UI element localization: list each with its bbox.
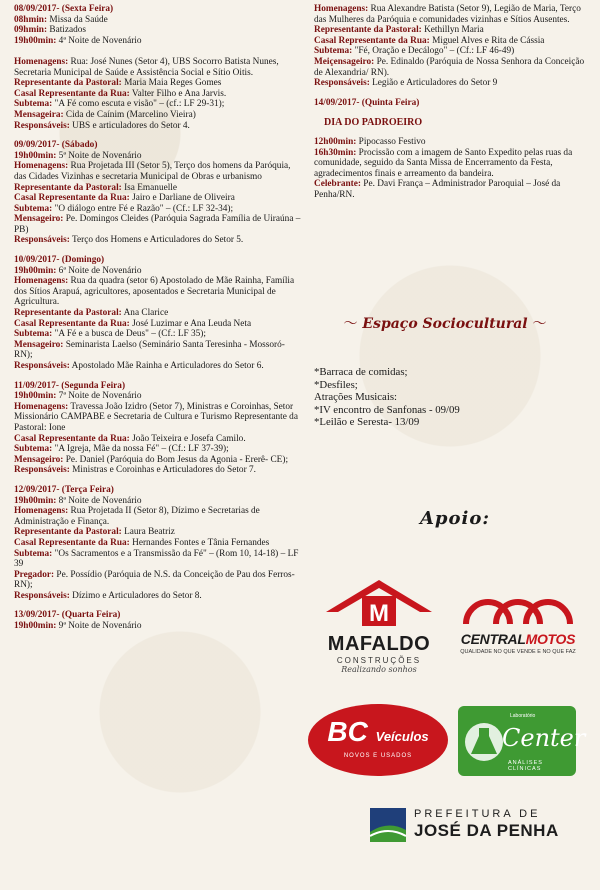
entry-key: 19h00min: — [14, 150, 57, 161]
entry-value: João Teixeira e Josefa Camilo. — [129, 433, 246, 444]
entry-value: José Luzimar e Ana Leuda Neta — [129, 318, 252, 329]
entry-value: Laura Beatriz — [121, 527, 175, 538]
entry-line — [14, 151, 302, 162]
entry-value: 7ª Noite de Novenário — [56, 391, 142, 402]
mafaldo-name: MAFALDO — [327, 633, 431, 655]
entry-line — [314, 179, 590, 200]
entry-line — [314, 46, 590, 57]
entry-line — [14, 89, 302, 100]
socio-list — [314, 366, 574, 429]
espaco-title-text: Espaço Sociocultural — [362, 316, 528, 332]
entry-key: Representante da Pastoral: — [14, 527, 122, 538]
center-name: Center — [502, 724, 586, 752]
entry-value: Pe. Edinaldo (Paróquia de Nossa Senhora da Conceição de Alexandria/ RN). — [314, 56, 585, 78]
socio-item: *Desfiles; — [314, 378, 358, 391]
entry-line — [14, 308, 302, 319]
entry-line — [14, 527, 302, 538]
entry-line — [14, 214, 302, 235]
entry-line — [14, 591, 302, 602]
entry-value: 6ª Noite de Novenário — [56, 265, 142, 276]
entry-line — [14, 25, 302, 36]
center-sub: ANÁLISES CLÍNICAS — [508, 760, 543, 772]
entry-line — [14, 329, 302, 340]
central-motos-logo — [448, 596, 588, 666]
entry-key: Celebrante: — [314, 179, 361, 190]
entry-line — [14, 46, 302, 57]
entry-line — [14, 78, 302, 89]
entry-value: "Fé, Oração e Decálogo" – (Cf.: LF 46-49) — [352, 46, 515, 57]
entry-line — [14, 319, 302, 330]
entry-line — [14, 621, 302, 632]
entry-value: Rua Projetada II (Setor 8), Dízimo e Secretarias de Administração e Finança. — [14, 506, 260, 527]
entry-key: 16h30min: — [314, 147, 357, 158]
bc-name — [308, 718, 448, 751]
entry-value: 8ª Noite de Novenário — [56, 495, 142, 506]
entry-line — [14, 340, 302, 361]
apoio-title: Apoio: — [419, 508, 491, 529]
entry-line — [14, 455, 302, 466]
socio-item: *Barraca de comidas; — [314, 366, 408, 378]
entry-value: Rua da quadra (setor 6) Apostolado de Mãe Rainha, Família dos Sítios Arapuá, agricultores, aposentados e Secretaria Municipal de Agricultura. — [14, 276, 295, 308]
entry-value: Jairo e Darliane de Oliveira — [129, 193, 235, 204]
entry-key: Meiçensageiro: — [314, 56, 375, 67]
entry-key: Subtema: — [14, 548, 53, 559]
entry-value: Hernandes Fontes e Tânia Fernandes — [129, 537, 270, 548]
entry-line — [14, 235, 302, 246]
entry-key: Responsáveis: — [14, 235, 70, 246]
entry-key: 19h00min: — [14, 265, 57, 276]
socio-item: *IV encontro de Sanfonas - 09/09 — [314, 403, 460, 416]
right-column — [314, 4, 590, 201]
entry-line — [314, 78, 590, 89]
schedule-entry — [14, 381, 302, 476]
central-motos-name — [448, 631, 588, 647]
entry-value: Isa Emanuelle — [121, 182, 178, 193]
entry-value: Ana Clarice — [121, 308, 169, 319]
entry-key: Casal Representante da Rua: — [14, 537, 130, 548]
entry-value: Ministras e Coroinhas e Articuladores do Setor 7. — [69, 465, 256, 476]
entry-line — [14, 549, 302, 570]
entry-date: 08/09/2017- (Sexta Feira) — [14, 4, 114, 14]
entry-value: Seminarista Laelso (Seminário Santa Teresinha - Mossoró- RN); — [14, 339, 285, 361]
entry-value: Pe. Possídio (Paróquia de N.S. da Conceição de Pau dos Ferros- RN); — [14, 569, 295, 591]
entry-line — [14, 391, 302, 402]
entry-key: Subtema: — [14, 444, 53, 455]
mafaldo-tagline: Realizando sonhos — [341, 665, 417, 674]
right-top-entry — [314, 4, 590, 89]
entry-line — [14, 465, 302, 476]
entry-value: "O diálogo entre Fé e Razão" – (Cf.: LF 32-34); — [52, 203, 234, 214]
entry-line — [14, 276, 302, 308]
entry-key: Responsáveis: — [14, 120, 70, 131]
entry-value: Procissão com a imagem de Santo Expedito pelas ruas da comunidade, seguido da Santa Missa de Encerramento da Festa, agradecimentos finais e arreamento da bandeira. — [314, 147, 573, 179]
entry-line — [14, 538, 302, 549]
entry-key: 09hmin: — [14, 25, 48, 36]
entry-value: Miguel Alves e Rita de Cássia — [429, 35, 545, 46]
flask-icon — [462, 706, 506, 776]
entry-key: Homenagens: — [14, 506, 69, 517]
entry-line — [314, 36, 590, 47]
entry-value: "A Igreja, Mãe da nossa Fé" – (Cf.: LF 37-39); — [52, 444, 229, 455]
entry-line — [14, 444, 302, 455]
entry-key: Casal Representante da Rua: — [314, 35, 430, 46]
entry-value: Batizados — [47, 25, 87, 36]
entry-key: Homenagens: — [14, 56, 69, 67]
entry-value: 9ª Noite de Novenário — [56, 621, 142, 632]
schedule-entry — [14, 255, 302, 372]
central-motos-rings-icon — [448, 596, 588, 626]
entry-date: 10/09/2017- (Domingo) — [14, 255, 105, 266]
espaco-sociocultural-title — [330, 313, 560, 333]
entry-value: Rua Alexandre Batista (Setor 9), Legião de Maria, Terço das Mulheres da Paróquia e comunidades vizinhas e Sítios Ausentes. — [314, 4, 581, 25]
entry-value: Legião e Articuladores do Setor 9 — [369, 78, 498, 89]
entry-key: Responsáveis: — [14, 465, 70, 476]
entry-line — [14, 183, 302, 194]
entry-value: Maria Maia Reges Gomes — [121, 78, 222, 89]
mafaldo-house-icon — [318, 578, 440, 630]
entry-value: "Os Sacramentos e a Transmissão da Fé" – (Rom 10, 14-18) – LF 39 — [14, 548, 299, 570]
entry-line — [14, 110, 302, 121]
entry-line — [314, 148, 590, 180]
entry-key: 12h00min: — [314, 136, 357, 147]
entry-value: Cida de Caínim (Marcelino Vieira) — [63, 109, 196, 120]
central-name-b: MOTOS — [525, 631, 576, 647]
entry-line — [14, 506, 302, 527]
entry-line — [314, 57, 590, 78]
mafaldo-sub: CONSTRUÇÕES — [336, 656, 422, 665]
entry-value: Apostolado Mãe Rainha e Articuladores do Setor 6. — [69, 361, 264, 371]
entry-date: 11/09/2017- (Segunda Feira) — [14, 380, 126, 391]
entry-key: Subtema: — [314, 46, 353, 57]
entry-key: Mensageira: — [14, 109, 64, 120]
entry-value: Rua Projetada III (Setor 5), Terço dos homens da Paróquia, das Cidades Vizinhas e secretaria Municipal de Obras e urbanismo — [14, 161, 291, 182]
entry-line — [14, 15, 302, 26]
entry-key: Representante da Pastoral: — [14, 308, 122, 319]
padroeiro-heading: DIA DO PADROEIRO — [324, 117, 423, 129]
entry-key: Subtema: — [14, 329, 53, 340]
svg-text:M: M — [369, 600, 389, 627]
bc-veiculos-logo — [308, 704, 448, 776]
entry-key: Subtema: — [14, 203, 53, 214]
ornament-left-icon: 〜 — [343, 316, 358, 332]
bc-name-main: BC — [327, 716, 368, 747]
entry-line — [314, 25, 590, 36]
entry-key: Mensageiro: — [14, 339, 64, 350]
entry-key: Representante da Pastoral: — [14, 78, 122, 89]
prefeitura-logo — [368, 806, 568, 844]
entry-value: Pipocasso Festivo — [356, 136, 426, 147]
entry-line — [14, 434, 302, 445]
entry-line — [14, 204, 302, 215]
entry-value: UBS e articuladores do Setor 4. — [69, 120, 190, 131]
entry-value: Pe. Daniel (Paróquia do Bom Jesus da Agonia - Ererê- CE); — [63, 454, 289, 465]
entry-key: Responsáveis: — [14, 590, 70, 601]
entry-line — [14, 402, 302, 434]
central-name-a: CENTRAL — [460, 631, 526, 647]
entry-key: 19h00min: — [14, 621, 57, 632]
socio-item: *Leilão e Seresta- 13/09 — [314, 416, 420, 429]
entry-key: 08hmin: — [14, 14, 48, 25]
entry-value: Terço dos Homens e Articuladores do Setor 5. — [69, 235, 244, 246]
entry-value: 4ª Noite de Novenário — [56, 35, 142, 46]
entry-key: Responsáveis: — [314, 78, 370, 89]
mafaldo-logo — [318, 578, 440, 686]
entry-key: Homenagens: — [14, 161, 69, 172]
entry-line — [14, 193, 302, 204]
entry-key: Homenagens: — [14, 401, 69, 412]
entry-line — [14, 496, 302, 507]
entry-date: 13/09/2017- (Quarta Feira) — [14, 610, 121, 621]
bc-tagline: NOVOS E USADOS — [343, 753, 413, 759]
entry-value: "A Fé e a busca de Deus" – (Cf.: LF 35); — [52, 329, 206, 340]
entry-line — [14, 99, 302, 110]
entry-line — [14, 361, 302, 372]
entry-line — [14, 161, 302, 182]
entry-value: Kethillyn Maria — [421, 25, 484, 36]
ornament-right-icon: 〜 — [532, 316, 547, 332]
schedule-entry — [14, 610, 302, 631]
entry-line — [14, 121, 302, 132]
prefeitura-line2: JOSÉ DA PENHA — [414, 821, 559, 840]
center-lab-logo — [458, 706, 586, 776]
entry-key: Casal Representante da Rua: — [14, 433, 130, 444]
entry-value: Dízimo e Articuladores do Setor 8. — [69, 590, 202, 601]
entry-date: 09/09/2017- (Sábado) — [14, 140, 98, 151]
entry-line — [14, 570, 302, 591]
padroeiro-entry — [314, 137, 590, 201]
date-14-09: 14/09/2017- (Quinta Feira) — [314, 97, 420, 108]
schedule-entry — [14, 4, 302, 131]
entry-key: Responsáveis: — [14, 361, 70, 371]
entry-key: Representante da Pastoral: — [314, 25, 422, 36]
entry-key: Homenagens: — [314, 4, 369, 14]
entry-key: 19h00min: — [14, 495, 57, 506]
entry-key: Casal Representante da Rua: — [14, 318, 130, 329]
entry-key: Casal Representante da Rua: — [14, 88, 130, 99]
entry-line — [14, 266, 302, 277]
entry-key: Representante da Pastoral: — [14, 182, 122, 193]
entry-line — [314, 4, 590, 25]
entry-value: Pe. Davi França – Administrador Paroquial – José da Penha/RN. — [314, 179, 561, 200]
entry-key: Homenagens: — [14, 276, 69, 287]
entry-key: Mensageiro: — [14, 214, 64, 225]
entry-key: Pregador: — [14, 569, 55, 580]
entry-key: Casal Representante da Rua: — [14, 193, 130, 204]
bc-name-sub: Veículos — [375, 729, 429, 744]
entry-line — [314, 137, 590, 148]
entry-key: 19h00min: — [14, 391, 57, 402]
center-top: Laboratório — [510, 713, 536, 719]
entry-value: 5ª Noite de Novenário — [56, 150, 142, 161]
entry-value: "A Fé como escuta e visão" – (cf.: LF 29-31); — [52, 99, 225, 110]
entry-value: Valter Filho e Ana Jarvis. — [129, 88, 227, 99]
prefeitura-line1: PREFEITURA DE — [414, 808, 541, 820]
schedule-entry — [14, 140, 302, 246]
entry-line — [14, 57, 302, 78]
left-column — [14, 4, 302, 641]
entry-value: Travessa João Izidro (Setor 7), Ministras e Coroinhas, Setor Missionário CAMPABE e Secretaria de Cultura e Turismo Representante da Pastoral: Ione — [14, 401, 298, 433]
entry-date: 12/09/2017- (Terça Feira) — [14, 484, 114, 495]
entry-value: Rua: José Nunes (Setor 4), UBS Socorro Batista Nunes, Secretaria Municipal de Saúde e Assistência Social e Sítio Oitis. — [14, 56, 279, 78]
schedule-entry — [14, 485, 302, 602]
central-motos-tagline: QUALIDADE NO QUE VENDE E NO QUE FAZ — [460, 649, 576, 655]
entry-key: Subtema: — [14, 99, 53, 110]
prefeitura-emblem-icon — [368, 806, 408, 844]
entry-value: Missa da Saúde — [47, 14, 108, 25]
socio-item: Atrações Musicais: — [314, 391, 398, 404]
entry-key: Mensageiro: — [14, 454, 64, 465]
entry-key: 19h00min: — [14, 35, 57, 46]
entry-line — [14, 36, 302, 47]
entry-value: Pe. Domingos Cleides (Paróquia Sagrada Família de Uiraúna – PB) — [14, 214, 301, 235]
